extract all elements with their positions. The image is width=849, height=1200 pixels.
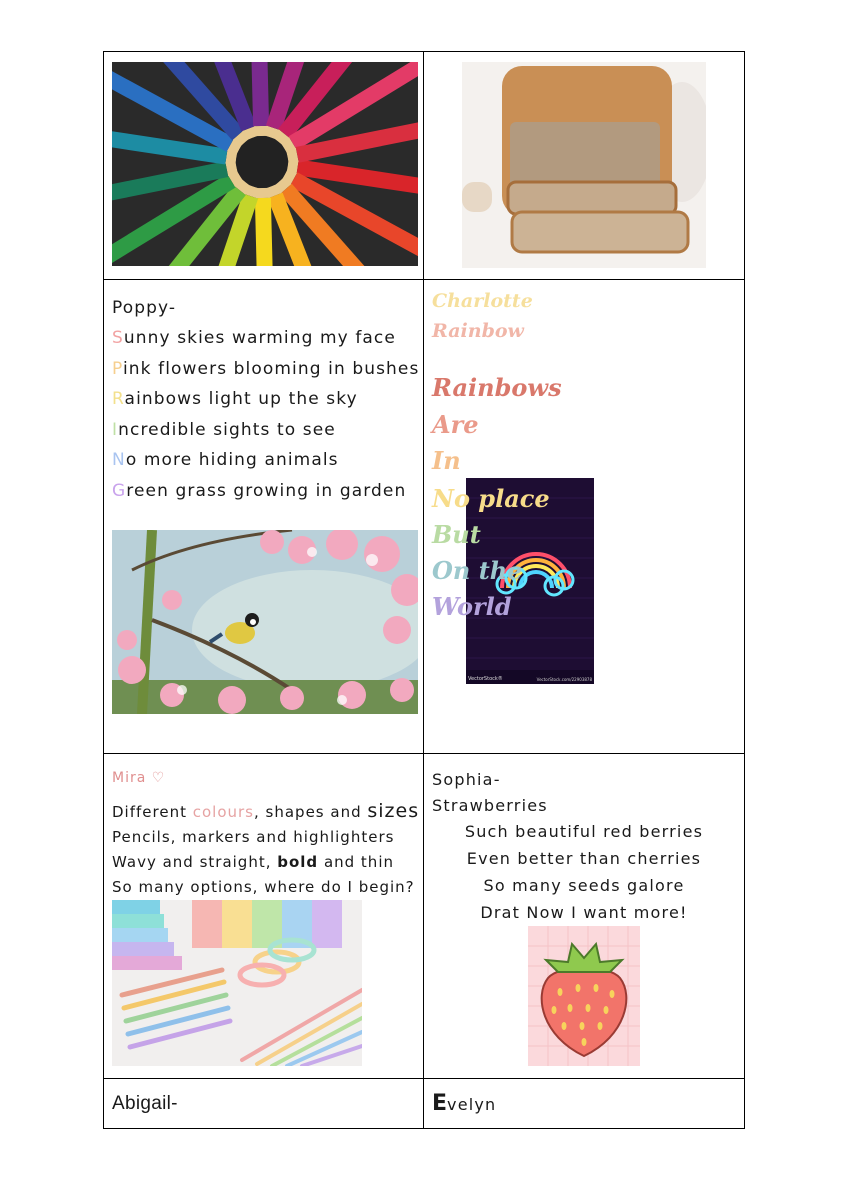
pencil-tip [270, 128, 273, 137]
mira-line1-a: Different [112, 803, 193, 821]
pencil-tip [249, 128, 253, 137]
poem-table [103, 51, 745, 1129]
sophia-line: So many seeds galore [483, 876, 685, 895]
pencil-tip [238, 135, 245, 143]
pencil-body [257, 62, 261, 126]
cell-evelyn [423, 1078, 745, 1129]
cell-bread [423, 51, 745, 281]
abigail-name: Abigail- [112, 1093, 178, 1114]
poppy-initial: R [112, 389, 125, 409]
cell-poppy [103, 279, 425, 755]
mira-line3-a: Wavy and straight, [112, 853, 278, 871]
pencil-tip [230, 145, 239, 150]
pencil-body [263, 198, 267, 266]
vectorstock-id: VectorStock.com/22903878 [536, 677, 592, 682]
pencil-tip [284, 143, 293, 148]
charlotte-line: Are [432, 410, 479, 439]
poppy-line [112, 328, 396, 348]
pencil-tip [227, 167, 237, 169]
colored-pencils-image [112, 62, 418, 266]
charlotte-name: Charlotte [432, 290, 533, 312]
poppy-line [112, 389, 358, 409]
evelyn-rest: velyn [447, 1095, 497, 1114]
pencil-tip [285, 174, 294, 179]
poppy-initial: N [112, 450, 126, 470]
poppy-initial: G [112, 480, 127, 501]
strawberry-image [528, 926, 640, 1066]
pencil-tip [279, 182, 286, 190]
pencil-tip [288, 166, 298, 167]
poppy-initial: P [112, 358, 123, 379]
charlotte-line: In [432, 446, 461, 475]
poppy-line [112, 450, 339, 470]
charlotte-line: But [432, 520, 481, 549]
cell-abigail [103, 1078, 425, 1129]
evelyn-initial: E [432, 1091, 448, 1116]
poppy-line-text: ncredible sights to see [118, 419, 336, 440]
sophia-line: Even better than cherries [466, 849, 702, 868]
pencil-tip [271, 186, 275, 195]
mira-name: Mira ♡ [112, 770, 166, 786]
stationery-image [112, 900, 362, 1066]
charlotte-subtitle: Rainbow [432, 320, 524, 342]
poppy-line-text: unny skies warming my face [123, 328, 396, 348]
mira-colours-word: colours [192, 803, 254, 821]
pencil-tip [226, 157, 236, 158]
bird-blossom-image [112, 530, 418, 714]
cell-sophia [423, 753, 745, 1080]
poppy-line [112, 420, 336, 440]
mira-line3-b: and thin [318, 853, 394, 871]
poppy-line-text: o more hiding animals [125, 450, 339, 470]
sophia-title: Strawberries [432, 796, 548, 815]
sophia-line: Such beautiful red berries [464, 822, 704, 841]
mira-line1-b: , shapes and [254, 803, 368, 821]
charlotte-line: No place [432, 484, 550, 513]
poppy-initial: S [112, 328, 124, 348]
evelyn-name [432, 1091, 496, 1116]
poppy-line-text: ink flowers blooming in bushes [122, 358, 420, 379]
sophia-line: Drat Now I want more! [480, 903, 688, 922]
poppy-line [112, 359, 419, 379]
poppy-name: Poppy- [112, 298, 177, 318]
poppy-line [112, 481, 406, 501]
pencil-tip [251, 187, 254, 196]
cell-mira [103, 753, 425, 1080]
pencil-tip [278, 134, 284, 142]
mira-bold-word: bold [277, 853, 319, 871]
pencil-tip [240, 182, 246, 190]
charlotte-line: On the [432, 556, 523, 585]
charlotte-line: World [432, 592, 512, 621]
poppy-line-text: reen grass growing in garden [126, 480, 407, 501]
mira-line-1 [112, 800, 419, 822]
mira-line-3 [112, 853, 394, 871]
vectorstock-watermark: VectorStock® [468, 676, 503, 682]
mira-line-4: So many options, where do I begin? [112, 878, 415, 896]
mira-line-2: Pencils, markers and highlighters [112, 828, 395, 846]
cell-pencils [103, 51, 425, 281]
cell-charlotte [423, 279, 745, 755]
sophia-name: Sophia- [432, 770, 501, 789]
pencil-tip [231, 176, 240, 181]
poppy-initial: I [112, 419, 119, 440]
pencil-tip [287, 155, 297, 157]
mira-sizes-word: sizes [367, 800, 420, 822]
poppy-line-text: ainbows light up the sky [124, 389, 358, 409]
charlotte-line: Rainbows [432, 373, 562, 402]
banana-bread-image [462, 62, 706, 268]
